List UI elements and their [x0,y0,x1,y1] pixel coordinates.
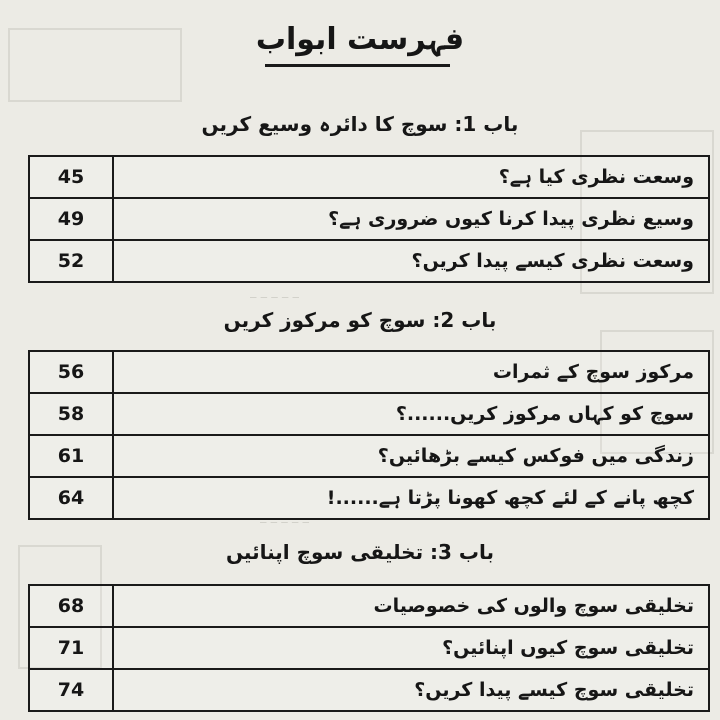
topic-title: وسعت نظری کیسے پیدا کریں؟ [411,250,694,272]
topic-title: مرکوز سوچ کے ثمرات [492,361,694,383]
topic-title: تخلیقی سوچ والوں کی خصوصیات [373,595,694,617]
page-title: فہرست ابواب [255,22,465,57]
topic-title: کچھ پانے کے لئے کچھ کھونا پڑتا ہے......! [326,487,694,509]
bleed-through-text: ⎯ ⎯ ⎯ ⎯ ⎯ [260,515,310,530]
table-row [30,197,708,239]
page-number: 71 [30,628,114,668]
chapter-1-table [28,155,710,283]
page-number: 61 [30,436,114,476]
page-number: 49 [30,199,114,239]
topic-title: تخلیقی سوچ کیوں اپنائیں؟ [442,637,694,659]
topic-title: تخلیقی سوچ کیسے پیدا کریں؟ [414,679,694,701]
table-row [30,434,708,476]
table-row [30,352,708,392]
page-number: 56 [30,352,114,392]
table-row [30,626,708,668]
page-number: 52 [30,241,114,281]
page-number: 64 [30,478,114,518]
table-row [30,476,708,518]
table-row [30,239,708,281]
topic-title: زندگی میں فوکس کیسے بڑھائیں؟ [377,445,694,467]
table-row [30,157,708,197]
page-number: 68 [30,586,114,626]
bleed-through-text: ⎯ ⎯ ⎯ ⎯ ⎯ [250,290,300,305]
chapter-2-heading: باب 2: سوچ کو مرکوز کریں [223,308,497,332]
chapter-3-table [28,584,710,712]
table-row [30,668,708,710]
page-number: 58 [30,394,114,434]
table-row [30,392,708,434]
title-underline [265,64,450,67]
topic-title: وسیع نظری پیدا کرنا کیوں ضروری ہے؟ [328,208,694,230]
page-number: 74 [30,670,114,710]
chapter-3-heading: باب 3: تخلیقی سوچ اپنائیں [225,540,495,564]
topic-title: وسعت نظری کیا ہے؟ [498,166,694,188]
page-number: 45 [30,157,114,197]
chapter-1-heading: باب 1: سوچ کا دائرہ وسیع کریں [201,112,519,136]
chapter-2-table [28,350,710,520]
table-row [30,586,708,626]
topic-title: سوچ کو کہاں مرکوز کریں......؟ [395,403,694,425]
